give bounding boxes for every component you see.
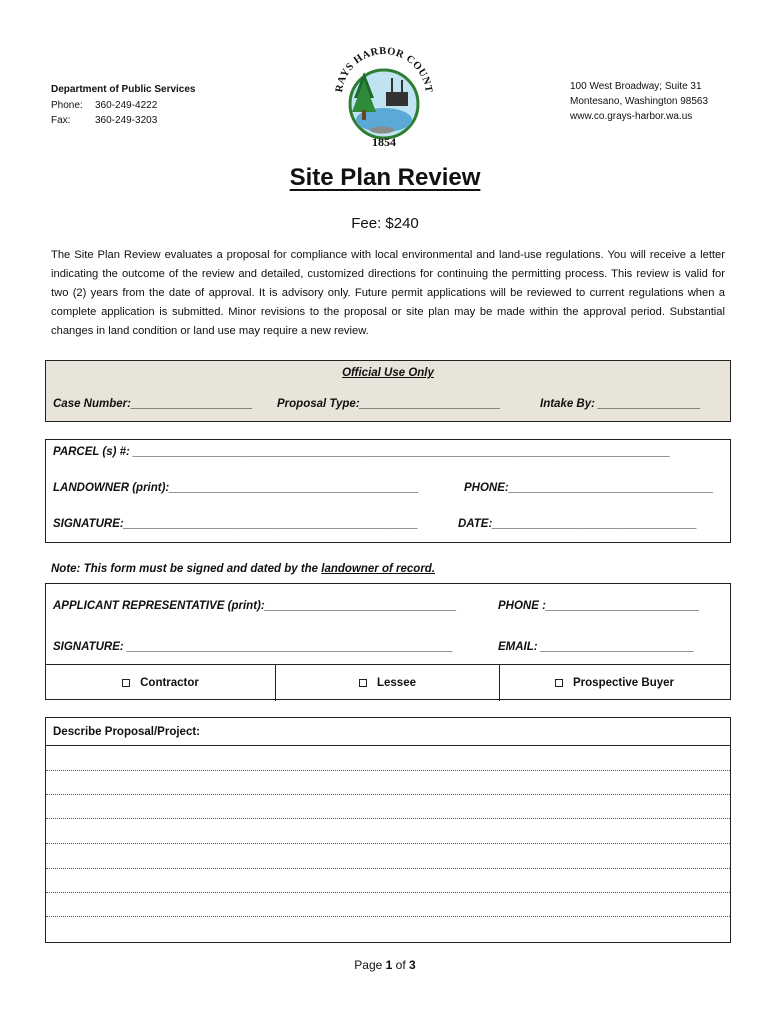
applicant-rep-field[interactable]: APPLICANT REPRESENTATIVE (print):______________________________ xyxy=(53,600,457,612)
phone-row xyxy=(51,100,157,111)
landowner-phone-field[interactable]: PHONE:________________________________ xyxy=(464,482,714,494)
signature-note: Note: This form must be signed and dated by the landowner of record. xyxy=(51,563,436,575)
writing-line[interactable] xyxy=(46,916,730,917)
website-link[interactable]: www.co.grays-harbor.wa.us xyxy=(570,111,693,122)
landowner-signature-field[interactable]: SIGNATURE:______________________________________________ xyxy=(53,518,418,530)
describe-proposal-heading: Describe Proposal/Project: xyxy=(53,726,200,738)
option-prospective-buyer[interactable]: Prospective Buyer xyxy=(499,665,729,701)
county-seal-logo xyxy=(330,40,438,150)
writing-line[interactable] xyxy=(46,868,730,869)
phone-label: Phone: xyxy=(51,100,83,111)
address-block xyxy=(570,79,708,124)
intro-paragraph: The Site Plan Review evaluates a proposal for compliance with local environmental and land-use regulations. You will receive a letter indicating the outcome of the review and detailed, customized directions for continuing the permitting process. This review is valid for two (2) years from the date of approval. It is advisory only. Future permit applications will be reviewed to current regulations when a complete application is submitted. Minor revisions to the proposal or site plan may be made within the approval period. Substantial changes in land condition or land use may require a new review. xyxy=(51,249,725,337)
department-name: Department of Public Services xyxy=(51,84,196,95)
option-lessee[interactable]: Lessee xyxy=(275,665,499,701)
official-use-heading: Official Use Only xyxy=(342,367,434,379)
writing-line[interactable] xyxy=(46,794,730,795)
case-number-field[interactable]: Case Number:___________________ xyxy=(53,398,253,410)
address-line-1: 100 West Broadway; Suite 31 xyxy=(570,81,702,92)
fee-amount: Fee: $240 xyxy=(351,215,419,232)
fax-row xyxy=(51,115,157,126)
prospective-buyer-checkbox[interactable] xyxy=(555,679,563,687)
relationship-options xyxy=(46,664,730,701)
applicant-email-field[interactable]: EMAIL: ________________________ xyxy=(498,641,695,653)
writing-line[interactable] xyxy=(46,892,730,893)
seal-year: 1854 xyxy=(372,135,396,149)
writing-line[interactable] xyxy=(46,818,730,819)
intake-by-field[interactable]: Intake By: ________________ xyxy=(540,398,701,410)
landowner-date-field[interactable]: DATE:________________________________ xyxy=(458,518,697,530)
page-number: Page 1 of 3 xyxy=(354,958,416,972)
address-line-2: Montesano, Washington 98563 xyxy=(570,96,709,107)
applicant-box xyxy=(45,583,731,700)
phone-number: 360-249-4222 xyxy=(95,100,158,111)
writing-line[interactable] xyxy=(46,843,730,844)
official-use-box xyxy=(45,360,731,422)
describe-proposal-box xyxy=(45,717,731,943)
proposal-type-field[interactable]: Proposal Type:______________________ xyxy=(277,398,501,410)
applicant-signature-field[interactable]: SIGNATURE: ___________________________________________________ xyxy=(53,641,454,653)
writing-line[interactable] xyxy=(46,770,730,771)
fax-number: 360-249-3203 xyxy=(95,115,158,126)
option-contractor[interactable]: Contractor xyxy=(46,665,275,701)
page-title: Site Plan Review xyxy=(289,164,481,191)
lessee-checkbox[interactable] xyxy=(359,679,367,687)
fax-label: Fax: xyxy=(51,115,71,126)
landowner-box xyxy=(45,439,731,543)
describe-header-divider xyxy=(46,745,730,746)
parcel-number-field[interactable]: PARCEL (s) #: ____________________________________________________________________________________ xyxy=(53,446,671,458)
applicant-phone-field[interactable]: PHONE :________________________ xyxy=(498,600,700,612)
contractor-checkbox[interactable] xyxy=(122,679,130,687)
landowner-of-record-emphasis: landowner of record. xyxy=(321,563,436,575)
svg-text:GRAYS HARBOR COUNTY: RAYS HARBOR COUNT xyxy=(334,45,434,94)
landowner-name-field[interactable]: LANDOWNER (print):_______________________________________ xyxy=(53,482,419,494)
